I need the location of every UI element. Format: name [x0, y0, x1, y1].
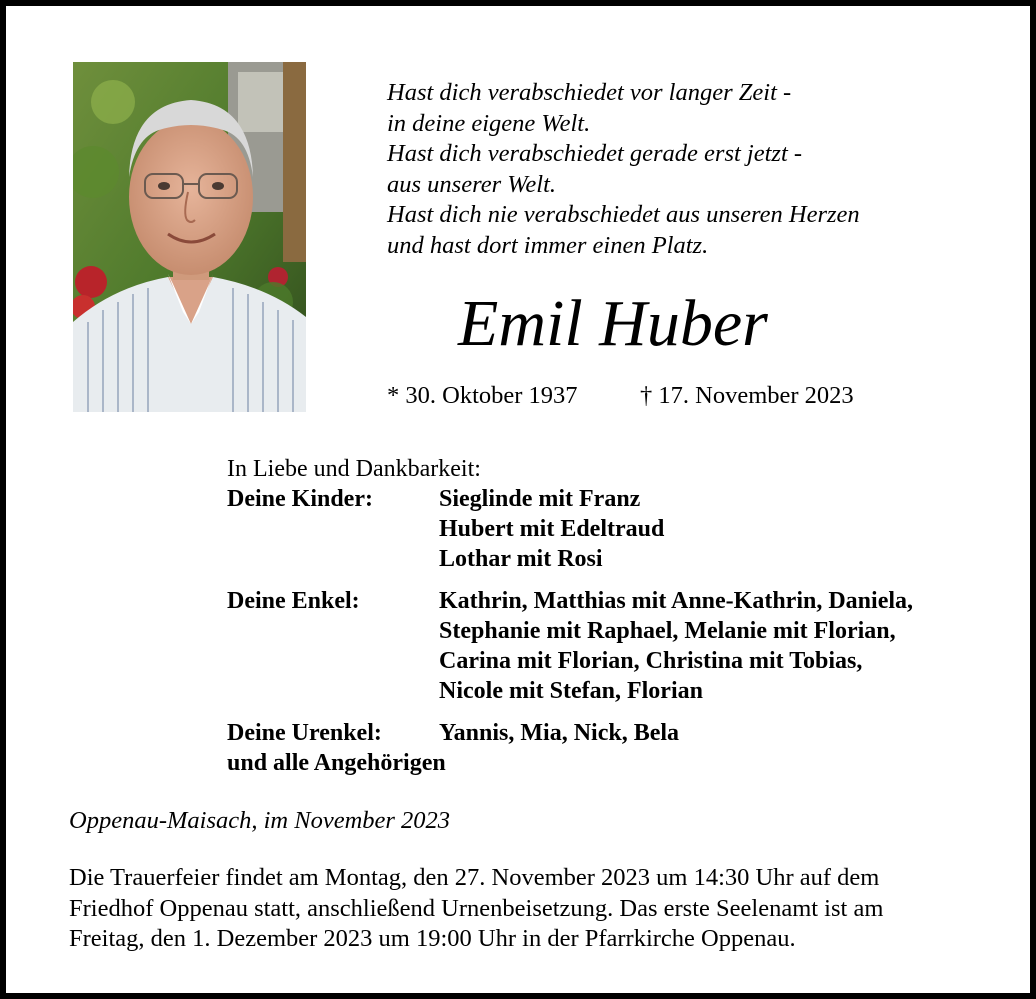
deceased-name: Emil Huber — [458, 287, 768, 360]
all-relatives: und alle Angehörigen — [227, 750, 446, 776]
family-list — [227, 454, 914, 778]
grandchildren-row — [227, 586, 914, 616]
grandchildren-label: Deine Enkel: — [227, 588, 360, 614]
poem-line: in deine eigene Welt. — [387, 109, 591, 137]
life-dates — [387, 381, 854, 411]
great-grandchildren-row — [227, 718, 680, 748]
service-line: Friedhof Oppenau statt, anschließend Urnenbeisetzung. Das erste Seelenamt ist am — [69, 894, 884, 922]
portrait-photo — [73, 62, 306, 412]
place-date: Oppenau-Maisach, im November 2023 — [69, 807, 451, 834]
grandchild-entry: Stephanie mit Raphael, Melanie mit Florian, — [439, 618, 896, 644]
children-row — [227, 544, 603, 574]
great-grandchild-entry: Yannis, Mia, Nick, Bela — [439, 720, 680, 746]
grandchildren-row — [227, 676, 703, 706]
grandchild-entry: Carina mit Florian, Christina mit Tobias, — [439, 648, 863, 674]
death-date: † 17. November 2023 — [640, 382, 854, 409]
poem-line: Hast dich verabschiedet vor langer Zeit - — [387, 79, 792, 106]
poem — [387, 78, 860, 261]
child-entry: Lothar mit Rosi — [439, 546, 603, 572]
service-line: Die Trauerfeier findet am Montag, den 27. November 2023 um 14:30 Uhr auf dem — [69, 864, 880, 891]
children-row — [227, 484, 641, 514]
great-grandchildren-label: Deine Urenkel: — [227, 720, 382, 746]
birth-date: * 30. Oktober 1937 — [387, 382, 578, 409]
children-label: Deine Kinder: — [227, 486, 373, 512]
family-intro: In Liebe und Dankbarkeit: — [227, 456, 481, 482]
grandchild-entry: Nicole mit Stefan, Florian — [439, 678, 703, 704]
poem-line: und hast dort immer einen Platz. — [387, 231, 709, 259]
poem-line: aus unserer Welt. — [387, 170, 556, 198]
child-entry: Sieglinde mit Franz — [439, 486, 641, 512]
poem-line: Hast dich verabschiedet gerade erst jetzt - — [387, 140, 803, 167]
grandchild-entry: Kathrin, Matthias mit Anne-Kathrin, Daniela, — [439, 588, 914, 614]
grandchildren-row — [227, 616, 896, 646]
funeral-service-info — [69, 863, 883, 955]
family-intro-row — [227, 454, 481, 484]
poem-line: Hast dich nie verabschiedet aus unseren Herzen — [387, 201, 860, 228]
service-line: Freitag, den 1. Dezember 2023 um 19:00 Uhr in der Pfarrkirche Oppenau. — [69, 925, 796, 952]
grandchildren-row — [227, 646, 863, 676]
all-relatives-row — [227, 748, 481, 778]
child-entry: Hubert mit Edeltraud — [439, 516, 665, 542]
children-row — [227, 514, 665, 544]
